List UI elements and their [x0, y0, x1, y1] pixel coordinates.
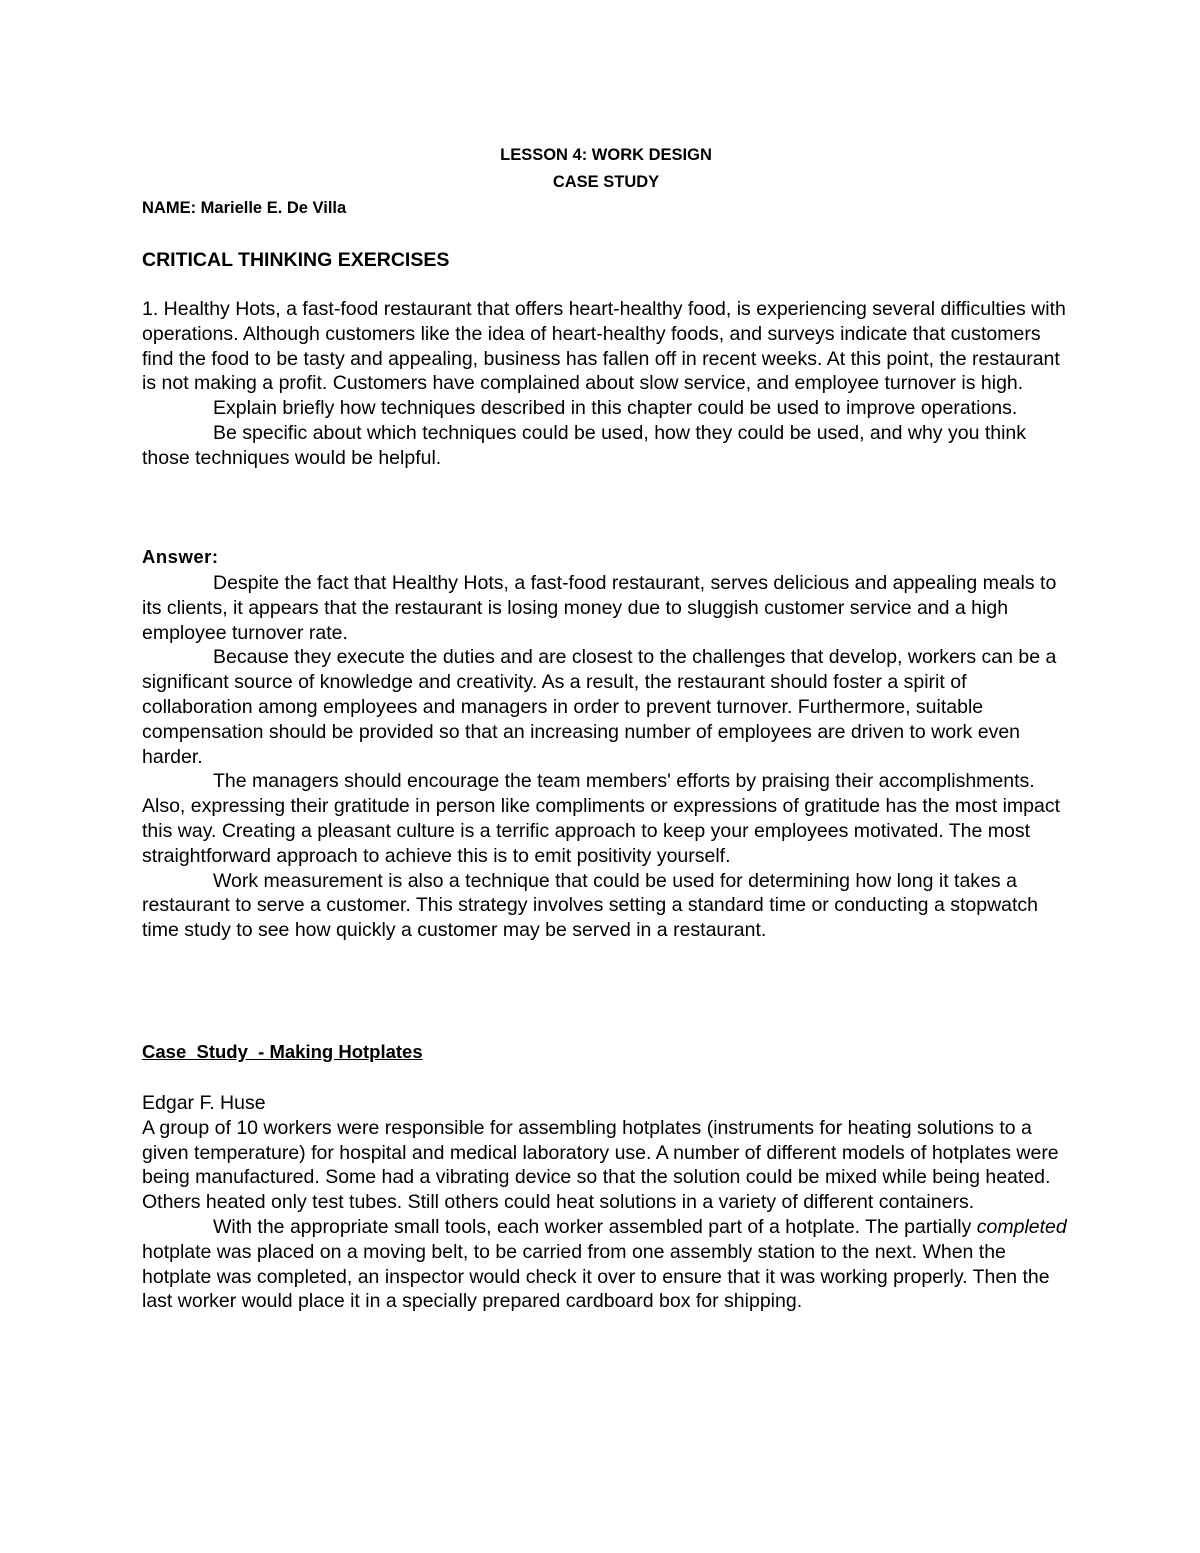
answer-paragraph: Work measurement is also a technique that could be used for determining how long it takes a restaurant to serve a customer. This strategy involves setting a standard time or conducting a stopwatch time study to see how quickly a customer may be served in a restaurant. [142, 869, 1039, 942]
answer-heading: Answer: [142, 546, 219, 567]
exercise-instruction-2: Be specific about which techniques could be used, how they could be used, and why you think those techniques would be helpful. [142, 421, 1027, 469]
case-study-heading: Case Study - Making Hotplates [142, 1041, 423, 1062]
case-study-section [142, 1091, 1067, 1314]
exercise-question-section [142, 297, 1067, 471]
exercise-question: 1. Healthy Hots, a fast-food restaurant that offers heart-healthy food, is experiencing several difficulties with operations. Although customers like the idea of heart-healthy foods, and surveys indicate that customers find the food to be tasty and appealing, business has fallen off in recent weeks. At this point, the restaurant is not making a profit. Customers have complained about slow service, and employee turnover is high. [142, 298, 1066, 395]
lesson-title: LESSON 4: WORK DESIGN [500, 146, 712, 164]
answer-paragraph: Because they execute the duties and are closest to the challenges that develop, workers can be a significant source of knowledge and creativity. As a result, the restaurant should foster a spirit of collaboration among employees and managers in order to prevent turnover. Furthermore, suitable compensation should be provided so that an increasing number of employees are driven to work even harder. [142, 646, 1057, 768]
case-study-subtitle: CASE STUDY [552, 173, 660, 191]
student-name: NAME: Marielle E. De Villa [142, 199, 347, 217]
answer-paragraph: The managers should encourage the team members' efforts by praising their accomplishments. Also, expressing their gratitude in person like compliments or expressions of gratitude has the most impact this way. Creating a pleasant culture is a terrific approach to keep your employees motivated. The most straightforward approach to achieve this is to emit positivity yourself. [142, 770, 1061, 867]
exercises-heading: CRITICAL THINKING EXERCISES [142, 249, 450, 271]
case-study-paragraph-1: A group of 10 workers were responsible for assembling hotplates (instruments for heating solutions to a given temperature) for hospital and medical laboratory use. A number of different models of hotplates were being manufactured. Some had a vibrating device so that the solution could be mixed while being heated. Others heated only test tubes. Still others could heat solutions in a variety of different containers. [142, 1116, 1059, 1214]
exercise-instruction-1: Explain briefly how techniques described in this chapter could be used to improve operations. [213, 397, 1018, 420]
case-study-paragraph-2 [142, 1215, 1067, 1314]
answer-paragraph: Despite the fact that Healthy Hots, a fast-food restaurant, serves delicious and appealing meals to its clients, it appears that the restaurant is losing money due to sluggish customer service and a high employee turnover rate. [142, 572, 1057, 644]
case-study-author: Edgar F. Huse [142, 1092, 266, 1114]
paragraph-2-text-before: With the appropriate small tools, each worker assembled part of a hotplate. The partially [213, 1215, 977, 1238]
answer-section [142, 571, 1067, 943]
paragraph-2-italic-word: completed [976, 1215, 1067, 1238]
paragraph-2-text-after: hotplate was placed on a moving belt, to be carried from one assembly station to the next. When the hotplate was completed, an inspector would check it over to ensure that it was working properly. Then the last worker would place it in a specially prepared cardboard box for shipping. [142, 1240, 1050, 1313]
